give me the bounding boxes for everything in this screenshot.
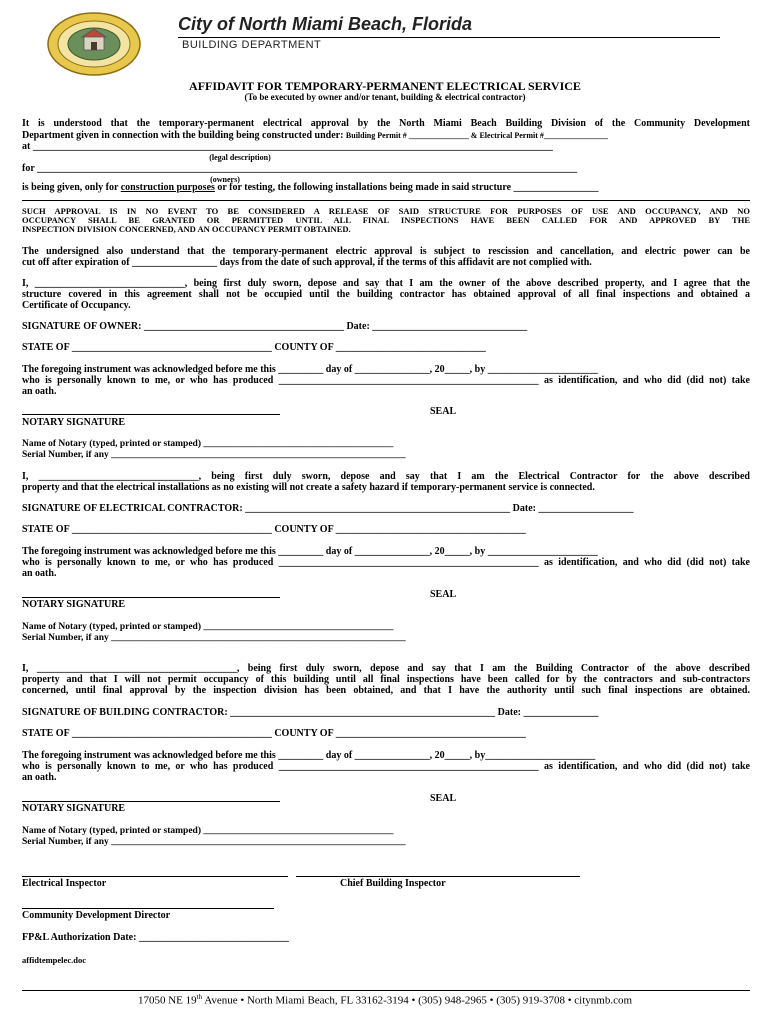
building-notary-name-field[interactable]: Name of Notary (typed, printed or stamped) ________________________________________	[22, 826, 394, 836]
notice-line-3: INSPECTION DIVISION CONCERNED, AND AN OCCUPANCY PERMIT OBTAINED.	[22, 224, 351, 234]
legal-description-label: (legal description)	[209, 153, 271, 162]
owner-line-2: structure covered in this agreement shall not be occupied until the building contractor has obtained approval of all final inspections and obtained a	[22, 289, 750, 300]
electrical-acknowledgement-2[interactable]: who is personally known to me, or who has produced ____________________________________________________ as identification, and who did (did not) take	[22, 557, 750, 568]
electrical-notary-signature-line[interactable]	[22, 597, 280, 598]
building-notary-signature-label: NOTARY SIGNATURE	[22, 803, 126, 814]
electrical-state-county-field[interactable]: STATE OF ________________________________________ COUNTY OF ______________________________________	[22, 524, 526, 535]
document-subtitle: (To be executed by owner and/or tenant, building & electrical contractor)	[244, 92, 526, 102]
electrical-signature-field[interactable]: SIGNATURE OF ELECTRICAL CONTRACTOR: _____________________________________________________ Date: ___________________	[22, 503, 634, 514]
intro-permit-text: Department given in connection with the building being constructed under:	[22, 130, 344, 141]
header-rule	[178, 37, 720, 38]
notice-line-2: OCCUPANCY SHALL BE GRANTED OR PERMITTED UNTIL ALL FINAL INSPECTIONS HAVE BEEN CALLED FOR AND APPROVED BY THE	[22, 215, 750, 225]
city-seal-logo	[47, 12, 141, 76]
owner-acknowledgement-1[interactable]: The foregoing instrument was acknowledged before me this _________ day of _______________, 20_____, by ______________________	[22, 364, 598, 375]
owner-signature-field[interactable]: SIGNATURE OF OWNER: ________________________________________ Date: _______________________________	[22, 321, 528, 332]
chief-inspector-label: Chief Building Inspector	[340, 878, 446, 889]
fpl-authorization-date-field[interactable]: FP&L Authorization Date: ______________________________	[22, 932, 289, 943]
owner-state-county-field[interactable]: STATE OF ________________________________________ COUNTY OF ______________________________	[22, 342, 486, 353]
footer-rule	[22, 990, 750, 991]
department-name: BUILDING DEPARTMENT	[182, 39, 322, 51]
intro-for-line[interactable]: for ____________________________________________________________________________________________________________	[22, 163, 578, 174]
building-acknowledgement-2[interactable]: who is personally known to me, or who has produced ____________________________________________________ as identification, and who did (did not) take	[22, 761, 750, 772]
chief-inspector-signature-line[interactable]	[296, 876, 580, 877]
footer-ordinal-suffix: th	[196, 993, 203, 1001]
footer-address-end: Avenue • North Miami Beach, FL 33162-3194 • (305) 948-2965 • (305) 919-3708 • citynmb.com	[202, 994, 633, 1007]
electrical-acknowledgement-3: an oath.	[22, 568, 57, 579]
footer-address-start: 17050 NE 19	[137, 994, 197, 1007]
electrical-notary-name-field[interactable]: Name of Notary (typed, printed or stamped) ________________________________________	[22, 622, 394, 632]
intro-purpose-line	[22, 182, 750, 194]
owner-notary-name-field[interactable]: Name of Notary (typed, printed or stamped) ________________________________________	[22, 439, 394, 449]
owner-notary-signature-label: NOTARY SIGNATURE	[22, 417, 126, 428]
document-title: AFFIDAVIT FOR TEMPORARY-PERMANENT ELECTRICAL SERVICE	[189, 79, 581, 93]
intro-line-1: It is understood that the temporary-permanent electrical approval by the North Miami Beach Building Division of the Community Development	[22, 118, 750, 129]
purpose-suffix: or for testing, the following installations being made in said structure _________________	[214, 182, 599, 193]
electrical-line-1[interactable]: I, ________________________________, being first duly sworn, depose and say that I am the Electrical Contractor for the above described	[22, 471, 750, 482]
electrical-line-2: property and that the electrical installations as no existing will not create a safety hazard if temporary-permanent service is connected.	[22, 482, 595, 493]
purpose-underlined: construction purposes	[120, 182, 215, 193]
notice-divider	[22, 200, 750, 201]
intro-at-line[interactable]: at ________________________________________________________________________________________________________	[22, 141, 553, 152]
building-serial-number-field[interactable]: Serial Number, if any ______________________________________________________________	[22, 837, 406, 847]
rescission-line-2[interactable]: cut off after expiration of _________________ days from the date of such approval, if the terms of this affidavit are not complied with.	[22, 257, 592, 268]
director-label: Community Development Director	[22, 910, 171, 921]
electrical-acknowledgement-1[interactable]: The foregoing instrument was acknowledged before me this _________ day of _______________, 20_____, by ______________________	[22, 546, 598, 557]
footer-address	[0, 993, 770, 1007]
electrical-seal-label: SEAL	[430, 589, 457, 600]
director-signature-line[interactable]	[22, 908, 274, 909]
owner-serial-number-field[interactable]: Serial Number, if any ______________________________________________________________	[22, 450, 406, 460]
building-state-county-field[interactable]: STATE OF ________________________________________ COUNTY OF ______________________________________	[22, 728, 526, 739]
owner-line-1[interactable]: I, ______________________________, being first duly sworn, depose and say that I am the owner of the above described property, and I agree that the	[22, 278, 750, 289]
electrical-notary-signature-label: NOTARY SIGNATURE	[22, 599, 126, 610]
building-acknowledgement-1[interactable]: The foregoing instrument was acknowledged before me this _________ day of _______________, 20_____, by______________________	[22, 750, 596, 761]
owners-label: (owners)	[210, 175, 240, 184]
electrical-inspector-signature-line[interactable]	[22, 876, 288, 877]
owner-notary-signature-line[interactable]	[22, 414, 280, 415]
building-line-2: property and that I will not permit occupancy of this building until all final inspections have been called for by the contractors and sub-contractors	[22, 674, 750, 685]
building-signature-field[interactable]: SIGNATURE OF BUILDING CONTRACTOR: _____________________________________________________ Date: _______________	[22, 707, 599, 718]
building-line-3: concerned, until final approval by the inspection division has been obtained, and that I have the authority until such final inspections are obtained.	[22, 685, 750, 696]
building-notary-signature-line[interactable]	[22, 801, 280, 802]
electrical-serial-number-field[interactable]: Serial Number, if any ______________________________________________________________	[22, 633, 406, 643]
electrical-inspector-label: Electrical Inspector	[22, 878, 107, 889]
document-filename: affidtempelec.doc	[22, 955, 86, 965]
owner-seal-label: SEAL	[430, 406, 457, 417]
permit-number-fields[interactable]: Building Permit # _______________ & Electrical Permit #________________	[345, 131, 608, 140]
owner-acknowledgement-2[interactable]: who is personally known to me, or who has produced ____________________________________________________ as identification, and who did (did not) take	[22, 375, 750, 386]
building-seal-label: SEAL	[430, 793, 457, 804]
building-line-1[interactable]: I, ________________________________________, being first duly sworn, depose and say that I am the Building Contractor of the above described	[22, 663, 750, 674]
rescission-line-1: The undersigned also understand that the temporary-permanent electric approval is subject to rescission and cancellation, and electric power can be	[22, 246, 750, 257]
building-acknowledgement-3: an oath.	[22, 772, 57, 783]
owner-line-3: Certificate of Occupancy.	[22, 300, 131, 311]
city-title: City of North Miami Beach, Florida	[178, 14, 473, 34]
notice-line-1: SUCH APPROVAL IS IN NO EVENT TO BE CONSIDERED A RELEASE OF SAID STRUCTURE FOR PURPOSES OF USE AND OCCUPANCY, AND NO	[22, 206, 750, 216]
owner-acknowledgement-3: an oath.	[22, 386, 57, 397]
purpose-prefix: is being given, only for	[22, 182, 121, 193]
